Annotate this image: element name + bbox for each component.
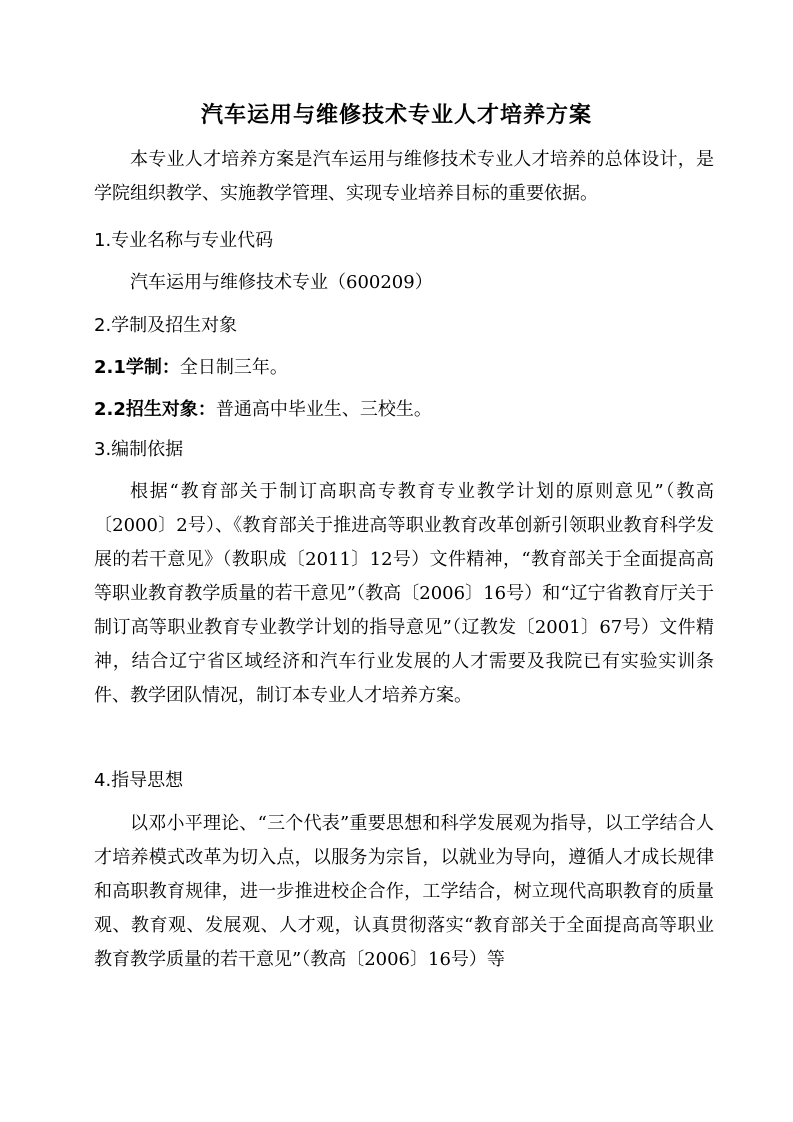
section-4-paragraph: 以邓小平理论、“三个代表”重要思想和科学发展观为指导，以工学结合人才培养模式改革为切入点，以服务为宗旨，以就业为导向，遵循人才成长规律和高职教育规律，进一步推进校企合作，工学结合，树立现代高职教育的质量观、教育观、发展观、人才观，认真贯彻落实“教育部关于全面提高高等职业教育教学质量的若干意见”（教高〔2006〕16号）等 [94, 813, 714, 970]
schooling-system-value: 全日制三年。 [179, 357, 288, 378]
enrollment-target-item [94, 395, 714, 425]
enrollment-target-value: 普通高中毕业生、三校生。 [215, 399, 432, 420]
section-2-heading: 2.学制及招生对象 [94, 315, 238, 336]
major-name-code: 汽车运用与维修技术专业（600209） [130, 272, 433, 293]
schooling-system-label: 2.1学制： [94, 357, 180, 378]
schooling-system-item [94, 353, 714, 383]
document-title: 汽车运用与维修技术专业人才培养方案 [200, 103, 592, 128]
section-4-heading: 4.指导思想 [94, 770, 184, 791]
intro-paragraph: 本专业人才培养方案是汽车运用与维修技术专业人才培养的总体设计，是学院组织教学、实施教学管理、实现专业培养目标的重要依据。 [94, 149, 714, 204]
enrollment-target-label: 2.2招生对象： [94, 399, 216, 420]
section-3-heading: 3.编制依据 [94, 439, 184, 460]
section-1-heading: 1.专业名称与专业代码 [94, 230, 274, 251]
section-3-paragraph: 根据“教育部关于制订高职高专教育专业教学计划的原则意见”（教高〔2000〕2号）、《教育部关于推进高等职业教育改革创新引领职业教育科学发展的若干意见》（教职成〔2011〕12号）文件精神，“教育部关于全面提高高等职业教育教学质量的若干意见”（教高〔2006〕16号）和“辽宁省教育厅关于制订高等职业教育专业教学计划的指导意见”（辽教发〔2001〕67号）文件精神，结合辽宁省区域经济和汽车行业发展的人才需要及我院已有实验实训条件、教学团队情况，制订本专业人才培养方案。 [94, 481, 714, 706]
